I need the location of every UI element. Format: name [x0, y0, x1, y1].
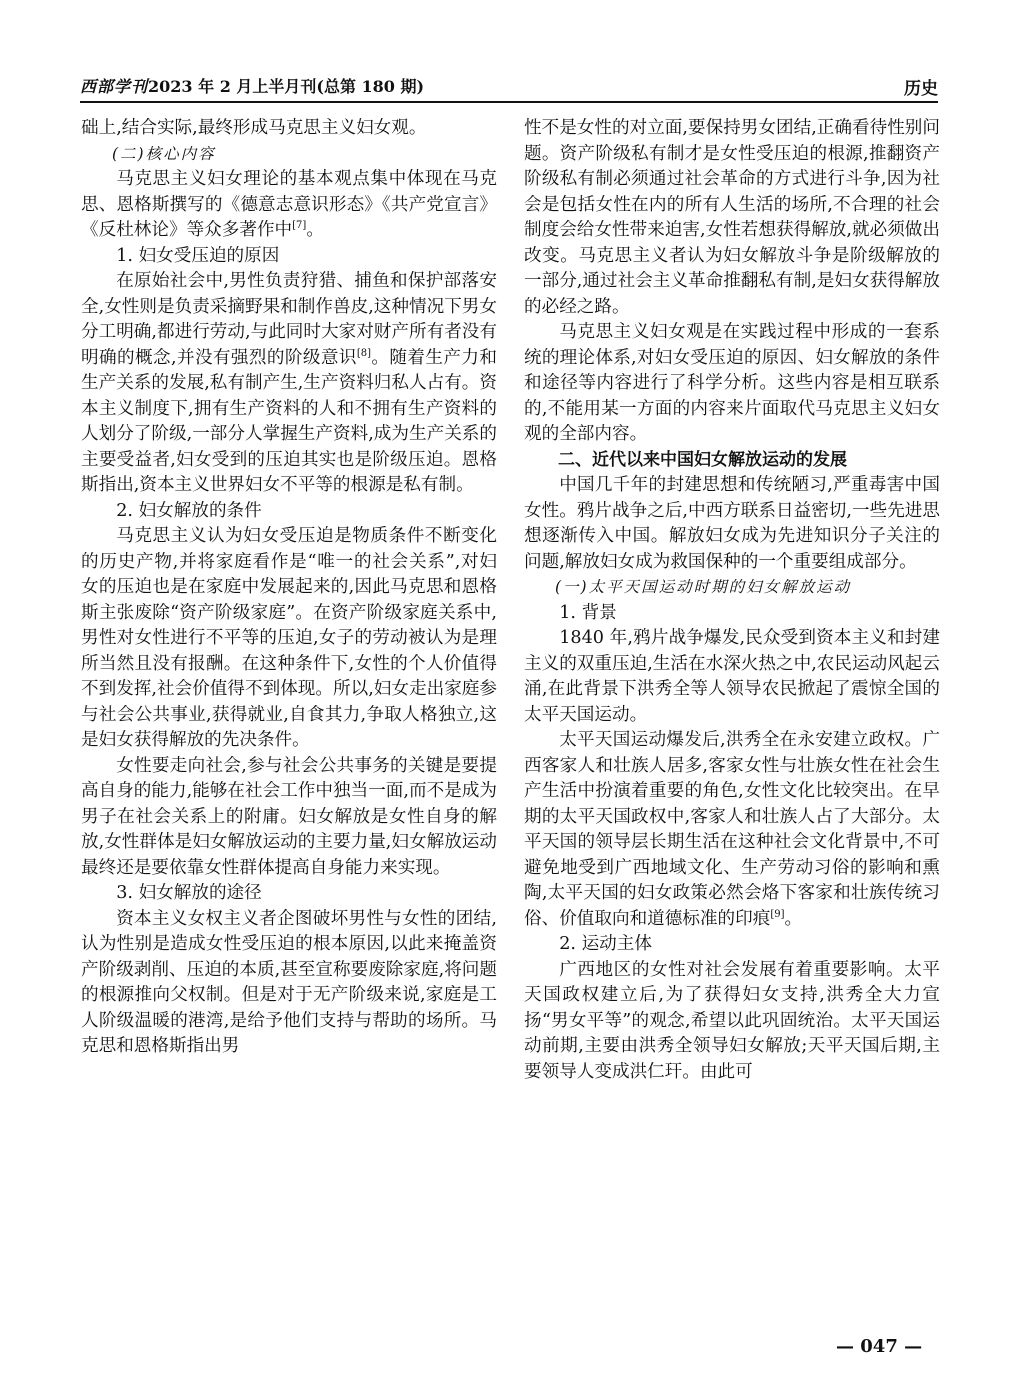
paragraph-text: 在原始社会中,男性负责狩猎、捕鱼和保护部落安全,女性则是负责采摘野果和制作兽皮,这种情况下男女分工明确,都进行劳动,与此同时大家对财产所有者没有明确的概念,并没有强烈的阶级意识	[81, 271, 498, 368]
running-header	[80, 74, 938, 98]
citation: [9]	[770, 908, 785, 920]
paragraph: 女性要走向社会,参与社会公共事务的关键是要提高自身的能力,能够在社会工作中独当一面,而不是成为男子在社会关系上的附庸。妇女解放是女性自身的解放,女性群体是妇女解放运动的主要力量,妇女解放运动最终还是要依靠女性群体提高自身能力来实现。	[81, 755, 497, 878]
citation: [8]	[356, 347, 372, 359]
header-rule	[80, 101, 938, 103]
subheading: (一)太平天国运动时期的妇女解放运动	[555, 578, 852, 596]
paragraph: 础上,结合实际,最终形成马克思主义妇女观。	[81, 118, 427, 138]
numbered-heading: 1. 妇女受压迫的原因	[116, 245, 280, 266]
issue-label: 2023 年 2 月上半月刊(总第 180 期)	[148, 77, 425, 96]
paragraph	[81, 269, 497, 499]
subheading: (二)核心内容	[112, 144, 216, 163]
citation: [7]	[292, 220, 307, 232]
paragraph	[524, 728, 940, 932]
paragraph: 性不是女性的对立面,要保持男女团结,正确看待性别问题。资产阶级私有制才是女性受压迫的根源,推翻资产阶级私有制必须通过社会革命的方式进行斗争,因为社会是包括女性在内的所有人生活的场所,不合理的社会制度会给女性带来迫害,女性若想获得解放,就必须做出改变。马克思主义者认为妇女解放斗争是阶级解放的一部分,通过社会主义革命推翻私有制,是妇女获得解放的必经之路。	[524, 118, 941, 317]
paragraph-text: 太平天国运动爆发后,洪秀全在永安建立政权。广西客家人和壮族人居多,客家女性与壮族女性在社会生产生活中扮演着重要的角色,女性文化比较突出。在早期的太平天国政权中,客家人和壮族人占了大部分。太平天国的领导层长期生活在这种社会文化背景中,不可避免地受到广西地域文化、生产劳动习俗的影响和熏陶,太平天国的妇女政策必然会烙下客家和壮族传统习俗、价值取向和道德标准的印痕	[524, 730, 940, 929]
paragraph: 马克思主义认为妇女受压迫是物质条件不断变化的历史产物,并将家庭看作是“唯一的社会关系”,对妇女的压迫也是在家庭中发展起来的,因此马克思和恩格斯主张废除“资产阶级家庭”。在资产阶级家庭关系中,男性对女性进行不平等的压迫,女子的劳动被认为是理所当然且没有报酬。在这种条件下,女性的个人价值得不到发挥,社会价值得不到体现。所以,妇女走出家庭参与社会公共事业,获得就业,自食其力,争取人格独立,这是妇女获得解放的先决条件。	[81, 526, 498, 750]
numbered-heading: 1. 背景	[559, 602, 617, 623]
page-number: — 047 —	[836, 1336, 923, 1357]
paragraph: 1840 年,鸦片战争爆发,民众受到资本主义和封建主义的双重压迫,生活在水深火热之中,农民运动风起云涌,在此背景下洪秀全等人领导农民掀起了震惊全国的太平天国运动。	[524, 628, 941, 725]
paragraph-text: 。	[306, 220, 324, 240]
numbered-heading: 2. 运动主体	[559, 934, 652, 954]
paragraph: 资本主义女权主义者企图破坏男性与女性的团结,认为性别是造成女性受压迫的根本原因,以此来掩盖资产阶级剥削、压迫的本质,甚至宣称要废除家庭,将问题的根源推向父权制。但是对于无产阶级来说,家庭是工人阶级温暖的港湾,是给予他们支持与帮助的场所。马克思和恩格斯指出男	[81, 908, 498, 1056]
paragraph	[81, 167, 497, 244]
paragraph: 马克思主义妇女观是在实践过程中形成的一套系统的理论体系,对妇女受压迫的原因、妇女解放的条件和途径等内容进行了科学分析。这些内容是相互联系的,不能用某一方面的内容来片面取代马克思主义妇女观的全部内容。	[524, 322, 940, 444]
paragraph-text: 。随着生产力和生产关系的发展,私有制产生,生产资料归私人占有。资本主义制度下,拥有生产资料的人和不拥有生产资料的人划分了阶级,一部分人掌握生产资料,成为生产关系的主要受益者,妇女受到的压迫其实也是阶级压迫。恩格斯指出,资本主义世界妇女不平等的根源是私有制。	[81, 347, 498, 495]
numbered-heading: 2. 妇女解放的条件	[116, 500, 262, 521]
section-heading: 二、近代以来中国妇女解放运动的发展	[558, 449, 847, 470]
section-label: 历史	[904, 79, 938, 99]
right-column	[524, 116, 940, 1085]
journal-logo: 西部学刊	[80, 77, 149, 96]
paragraph-text: 马克思主义妇女理论的基本观点集中体现在马克思、恩格斯撰写的《德意志意识形态》《共产党宣言》《反杜林论》等众多著作中	[81, 169, 497, 240]
paragraph: 广西地区的女性对社会发展有着重要影响。太平天国政权建立后,为了获得妇女支持,洪秀全大力宣扬“男女平等”的观念,希望以此巩固统治。太平天国运动前期,主要由洪秀全领导妇女解放;天平天国后期,主要领导人变成洪仁玕。由此可	[524, 959, 940, 1082]
numbered-heading: 3. 妇女解放的途径	[116, 883, 262, 903]
paragraph: 中国几千年的封建思想和传统陋习,严重毒害中国女性。鸦片战争之后,中西方联系日益密切,一些先进思想逐渐传入中国。解放妇女成为先进知识分子关注的问题,解放妇女成为救国保种的一个重要组成部分。	[524, 475, 940, 572]
left-column	[81, 116, 497, 1060]
journal-issue-line	[80, 74, 424, 97]
paragraph-text: 。	[784, 908, 803, 929]
